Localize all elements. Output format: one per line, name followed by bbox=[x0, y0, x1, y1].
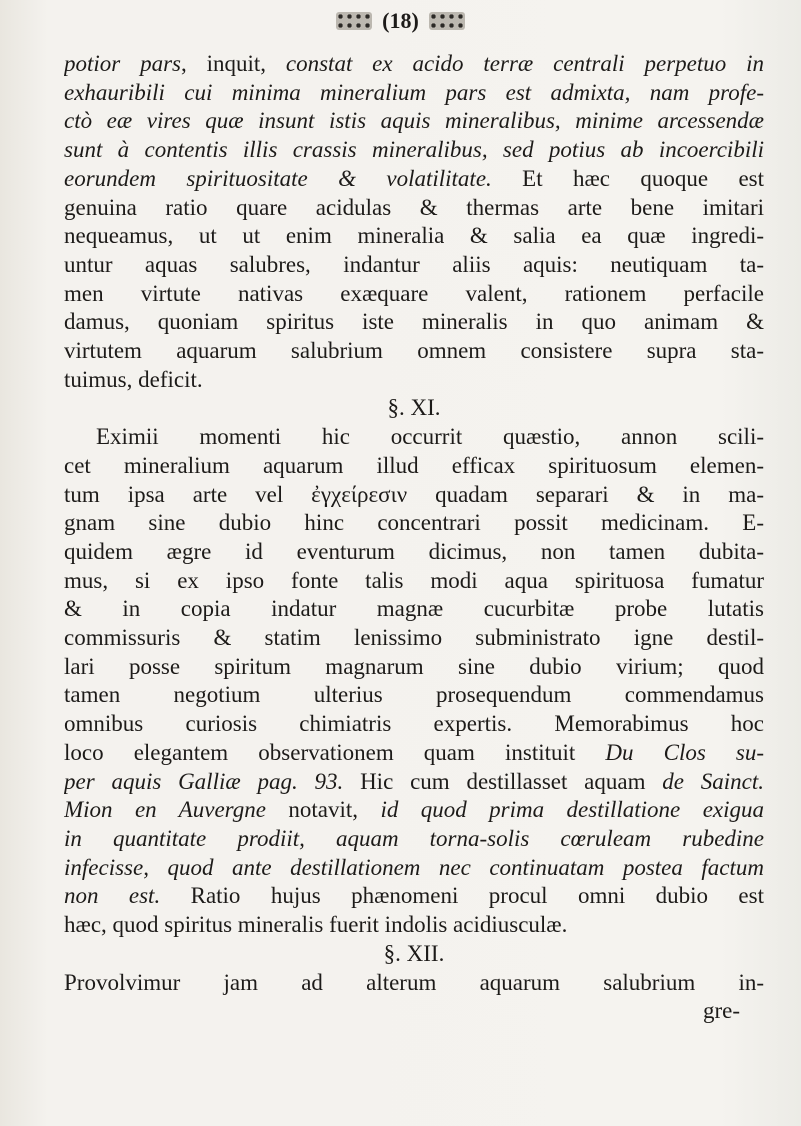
text-segment: quidem ægre id eventurum dicimus, non tamen dubita- bbox=[64, 538, 764, 564]
text-line bbox=[64, 79, 764, 108]
text-line bbox=[64, 509, 764, 538]
text-segment: Eximii momenti hic occurrit quæstio, annon scili- bbox=[96, 424, 764, 450]
text-segment: men virtute nativas exæquare valent, rationem perfacile bbox=[64, 280, 764, 306]
section-heading-12: §. XII. bbox=[383, 940, 445, 966]
text-line bbox=[64, 653, 764, 682]
text-line bbox=[64, 882, 764, 911]
text-segment: Du Clos su- bbox=[605, 739, 764, 765]
text-segment: Ratio hujus phænomeni procul omni dubio est bbox=[160, 883, 764, 909]
text-segment: eorundem spirituositate & volatilitate. bbox=[64, 165, 492, 191]
text-segment: tuimus, deficit. bbox=[64, 366, 203, 392]
section-12-paragraph bbox=[64, 969, 764, 998]
text-segment: Mion en Auvergne bbox=[64, 797, 266, 823]
text-line bbox=[64, 739, 764, 768]
text-segment: per aquis Galliæ pag. 93. bbox=[64, 768, 344, 794]
text-line bbox=[64, 796, 764, 825]
text-segment: tamen negotium ulterius prosequendum commendamus bbox=[64, 682, 764, 708]
text-line bbox=[64, 681, 764, 710]
text-line bbox=[64, 107, 764, 136]
text-line bbox=[64, 50, 764, 79]
text-segment: ctò eæ vires quæ insunt istis aquis mineralibus, minime arcessendæ bbox=[64, 108, 764, 134]
text-line bbox=[64, 825, 764, 854]
text-segment: Et hæc quoque est bbox=[491, 165, 764, 191]
text-line bbox=[64, 251, 764, 280]
body-text bbox=[64, 50, 764, 1026]
text-line bbox=[64, 366, 764, 395]
text-line bbox=[64, 194, 764, 223]
intro-paragraph bbox=[64, 50, 764, 394]
left-ornament-icon bbox=[336, 12, 372, 30]
text-segment: nequeamus, ut ut enim mineralia & salia ea quæ ingredi- bbox=[64, 223, 764, 249]
text-line bbox=[64, 280, 764, 309]
text-segment: exhauribili cui minima mineralium pars est admixta, nam profe- bbox=[64, 79, 764, 105]
text-segment: in quantitate prodiit, aquam torna-solis cœruleam rubedine bbox=[64, 825, 764, 851]
text-segment: omnibus curiosis chimiatris expertis. Memorabimus hoc bbox=[64, 711, 764, 737]
text-line bbox=[64, 308, 764, 337]
text-line bbox=[64, 481, 764, 510]
text-line bbox=[64, 969, 764, 998]
text-segment: non est. bbox=[64, 883, 161, 909]
text-segment: tum ipsa arte vel ἐγχείρεσιν quadam separari & in ma- bbox=[64, 481, 764, 507]
text-segment: gnam sine dubio hinc concentrari possit medicinam. E- bbox=[64, 510, 764, 536]
text-line bbox=[64, 222, 764, 251]
text-segment: lari posse spiritum magnarum sine dubio virium; quod bbox=[64, 653, 764, 679]
text-segment: constat ex acido terræ centrali perpetuo in bbox=[285, 51, 764, 76]
text-line bbox=[64, 768, 764, 797]
text-segment: cet mineralium aquarum illud efficax spirituosum elemen- bbox=[64, 452, 764, 478]
text-line bbox=[64, 595, 764, 624]
text-line bbox=[64, 136, 764, 165]
section-11-paragraph bbox=[64, 423, 764, 940]
text-line bbox=[64, 854, 764, 883]
text-segment: notavit, bbox=[265, 797, 381, 823]
text-segment: infecisse, quod ante destillationem nec continuatam postea factum bbox=[64, 854, 764, 880]
text-segment: Hic cum destillasset aquam bbox=[343, 768, 663, 794]
text-segment: sunt à contentis illis crassis mineralibus, sed potius ab incoercibili bbox=[64, 137, 764, 163]
text-segment: mus, si ex ipso fonte talis modi aqua spirituosa fumatur bbox=[64, 567, 764, 593]
section-heading-11: §. XI. bbox=[387, 395, 441, 421]
text-line bbox=[64, 337, 764, 366]
page-header bbox=[0, 8, 801, 34]
text-segment: damus, quoniam spiritus iste mineralis in quo animam & bbox=[64, 309, 764, 335]
text-segment: & in copia indatur magnæ cucurbitæ probe lutatis bbox=[64, 596, 764, 622]
text-segment: virtutem aquarum salubrium omnem consistere supra sta- bbox=[64, 338, 764, 364]
text-segment: loco elegantem observationem quam instituit bbox=[64, 739, 606, 765]
text-line bbox=[64, 710, 764, 739]
text-segment: potior pars bbox=[64, 51, 181, 76]
text-segment: genuina ratio quare acidulas & thermas arte bene imitari bbox=[64, 194, 764, 220]
text-line bbox=[64, 911, 764, 940]
text-segment: Provolvimur jam ad alterum aquarum salubrium in- bbox=[64, 969, 764, 995]
catchword: gre- bbox=[702, 998, 740, 1024]
text-line bbox=[64, 423, 764, 452]
text-segment: hæc, quod spiritus mineralis fuerit indolis acidiusculæ. bbox=[64, 912, 568, 938]
text-segment: untur aquas salubres, indantur aliis aquis: neutiquam ta- bbox=[64, 251, 764, 277]
text-line bbox=[64, 538, 764, 567]
text-line bbox=[64, 452, 764, 481]
text-line bbox=[64, 165, 764, 194]
right-ornament-icon bbox=[429, 12, 465, 30]
text-line bbox=[64, 624, 764, 653]
text-line bbox=[64, 567, 764, 596]
text-segment: commissuris & statim lenissimo subministrato igne destil- bbox=[64, 625, 764, 651]
page-number: (18) bbox=[382, 8, 419, 33]
text-segment: id quod prima destillatione exigua bbox=[380, 797, 764, 823]
text-segment: , inquit, bbox=[181, 51, 286, 76]
text-segment: de Sainct. bbox=[662, 768, 764, 794]
